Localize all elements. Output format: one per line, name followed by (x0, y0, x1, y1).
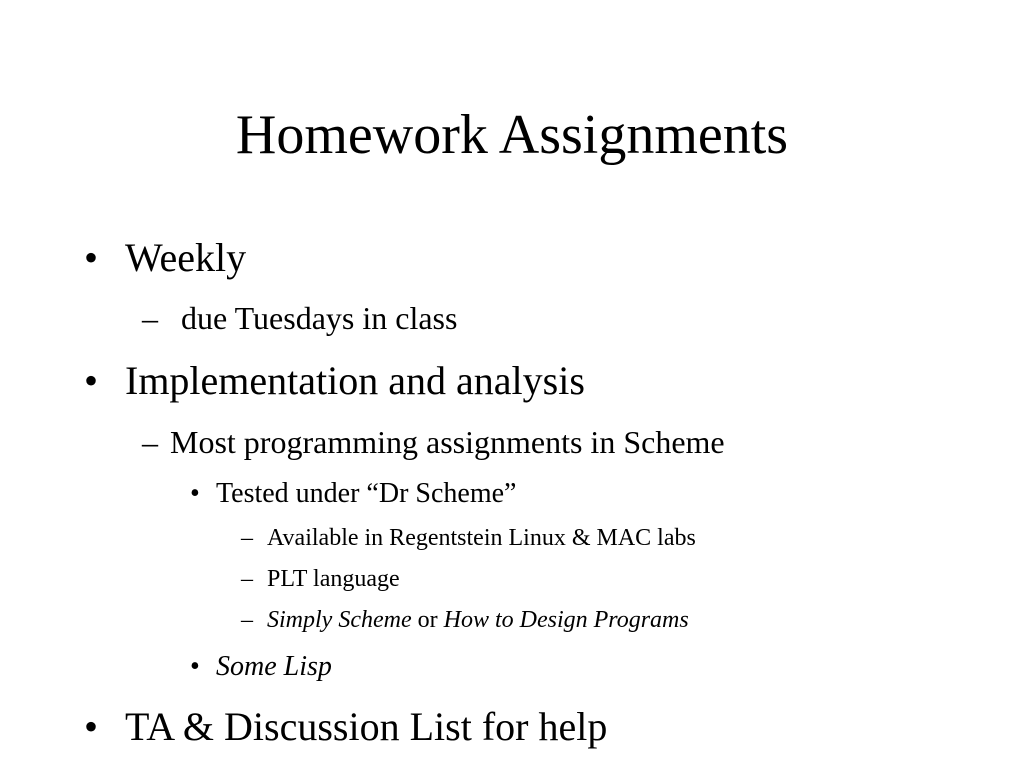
bullet-marker: • (190, 478, 200, 509)
bullet-marker: • (84, 235, 99, 280)
sub-bullet-text: due Tuesdays in class (181, 300, 458, 336)
book-title-htdp: How to Design Programs (443, 607, 689, 633)
detail-text: Available in Regentstein Linux & MAC labs (267, 525, 696, 551)
bullet-text: TA & Discussion List for help (125, 704, 608, 749)
book-connector: or (417, 607, 438, 633)
sub-bullet-text: Most programming assignments in Scheme (170, 424, 725, 460)
book-title-simply-scheme: Simply Scheme (267, 607, 412, 633)
dash-marker: – (241, 607, 253, 633)
bullet-marker: • (190, 651, 200, 682)
sub-sub-bullet-text: Some Lisp (216, 651, 332, 682)
detail-text (267, 605, 689, 635)
dash-marker: – (241, 525, 253, 551)
bullet-marker: • (84, 358, 99, 403)
dash-marker: – (142, 300, 158, 336)
bullet-text: Weekly (125, 235, 247, 280)
dash-marker: – (241, 566, 253, 592)
bullet-text: Implementation and analysis (125, 358, 585, 403)
slide-title: Homework Assignments (235, 104, 789, 166)
detail-text: PLT language (267, 566, 400, 592)
bullet-marker: • (84, 704, 99, 749)
dash-marker: – (142, 424, 158, 460)
sub-sub-bullet-text: Tested under “Dr Scheme” (216, 478, 517, 509)
